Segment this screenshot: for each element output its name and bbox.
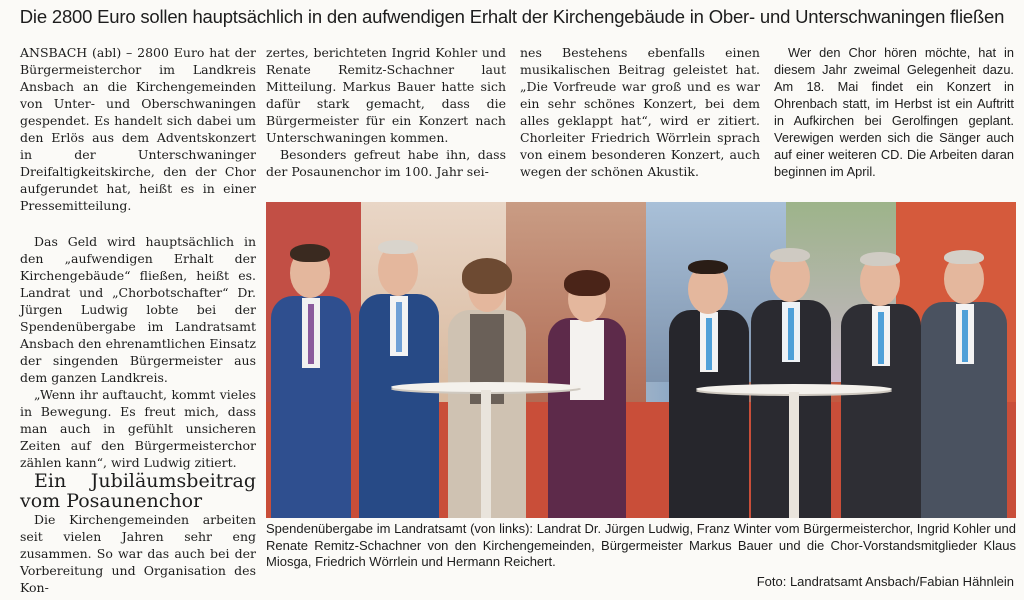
person-8 xyxy=(916,230,1012,518)
article-headline: Die 2800 Euro sollen hauptsächlich in den aufwendigen Erhalt der Kirchengebäude in Ober- und Unterschwaningen fließen xyxy=(19,6,1005,27)
table-leg xyxy=(481,390,491,518)
article-column-2 xyxy=(266,44,506,180)
paragraph: Wer den Chor hören möchte, hat in diesem Jahr zweimal Gelegenheit dazu. Am 18. Mai findet ein Konzert in Ohrenbach statt, im Herbst ist ein Auftritt in Aufkirchen bei Gerolfingen geplant. Verewigen werden sich die Sänger auch auf einer weiteren CD. Die Arbeiten daran beginnen im April. xyxy=(774,45,1014,179)
person-1 xyxy=(266,226,356,518)
article-column-3 xyxy=(520,44,760,180)
paragraph: zertes, berichteten Ingrid Kohler und Renate Remitz-Schachner laut Mitteilung. Markus Bauer hatte sich dafür stark gemacht, dass die Bürgermeister für ein Konzert nach Unterschwaningen kommen. xyxy=(266,45,506,145)
article-column-1-lower xyxy=(20,233,256,596)
person-2 xyxy=(354,220,444,518)
paragraph: Die Kirchengemeinden arbeiten seit vielen Jahren sehr eng zusammen. So war das auch bei der Vorbereitung und Organisation des Kon- xyxy=(20,512,256,595)
group-photo xyxy=(266,202,1016,518)
person-7 xyxy=(836,234,926,518)
paragraph: Besonders gefreut habe ihn, dass der Posaunenchor im 100. Jahr sei- xyxy=(266,147,506,179)
paragraph: Das Geld wird hauptsächlich in den „aufwendigen Erhalt der Kirchengebäude“ fließen, heißt es. Landrat und „Chorbotschafter“ Dr. Jürgen Ludwig lobte bei der Spendenübergabe im Landratsamt Ansbach den ehrenamtlichen Einsatz der singenden Bürgermeister aus dem ganzen Landkreis. xyxy=(20,234,256,385)
photo-credit: Foto: Landratsamt Ansbach/Fabian Hähnlein xyxy=(756,574,1014,589)
photo-caption: Spendenübergabe im Landratsamt (von links): Landrat Dr. Jürgen Ludwig, Franz Winter vom Bürgermeisterchor, Ingrid Kohler und Renate Remitz-Schachner von den Kirchengemeinden, Bürgermeister Markus Bauer und die Chor-Vorstandsmitglieder Klaus Miosga, Friedrich Wörrlein und Hermann Reichert. xyxy=(266,521,1016,569)
paragraph: nes Bestehens ebenfalls einen musikalischen Beitrag geleistet hat. „Die Vorfreude war groß und es war ein sehr schönes Konzert, bei dem alles geklappt hat“, wird er zitiert. Chorleiter Friedrich Wörrlein sprach von einem besonderen Konzert, auch wegen der schönen Akustik. xyxy=(520,45,760,179)
article-column-1 xyxy=(20,44,256,214)
subheadline: Ein Jubiläumsbeitrag vom Posaunenchor xyxy=(20,470,256,512)
paragraph-intro: ANSBACH (abl) – 2800 Euro hat der Bürgermeisterchor im Landkreis Ansbach an die Kirchengemeinden von Unter- und Oberschwaningen gespendet. Es handelt sich dabei um den Erlös aus dem Adventskonzert in der Unterschwaninger Dreifaltigkeitskirche, den der Chor aufgerundet hat, heißt es in einer Pressemitteilung. xyxy=(20,45,256,213)
paragraph: „Wenn ihr auftaucht, kommt vieles in Bewegung. Es freut mich, dass man auch in gefühlt unsicheren Zeiten auf den Bürgermeisterchor zählen kann“, wird Ludwig zitiert. xyxy=(20,387,256,470)
person-5 xyxy=(664,242,754,518)
article-column-4 xyxy=(774,44,1014,180)
table-leg xyxy=(789,392,799,518)
